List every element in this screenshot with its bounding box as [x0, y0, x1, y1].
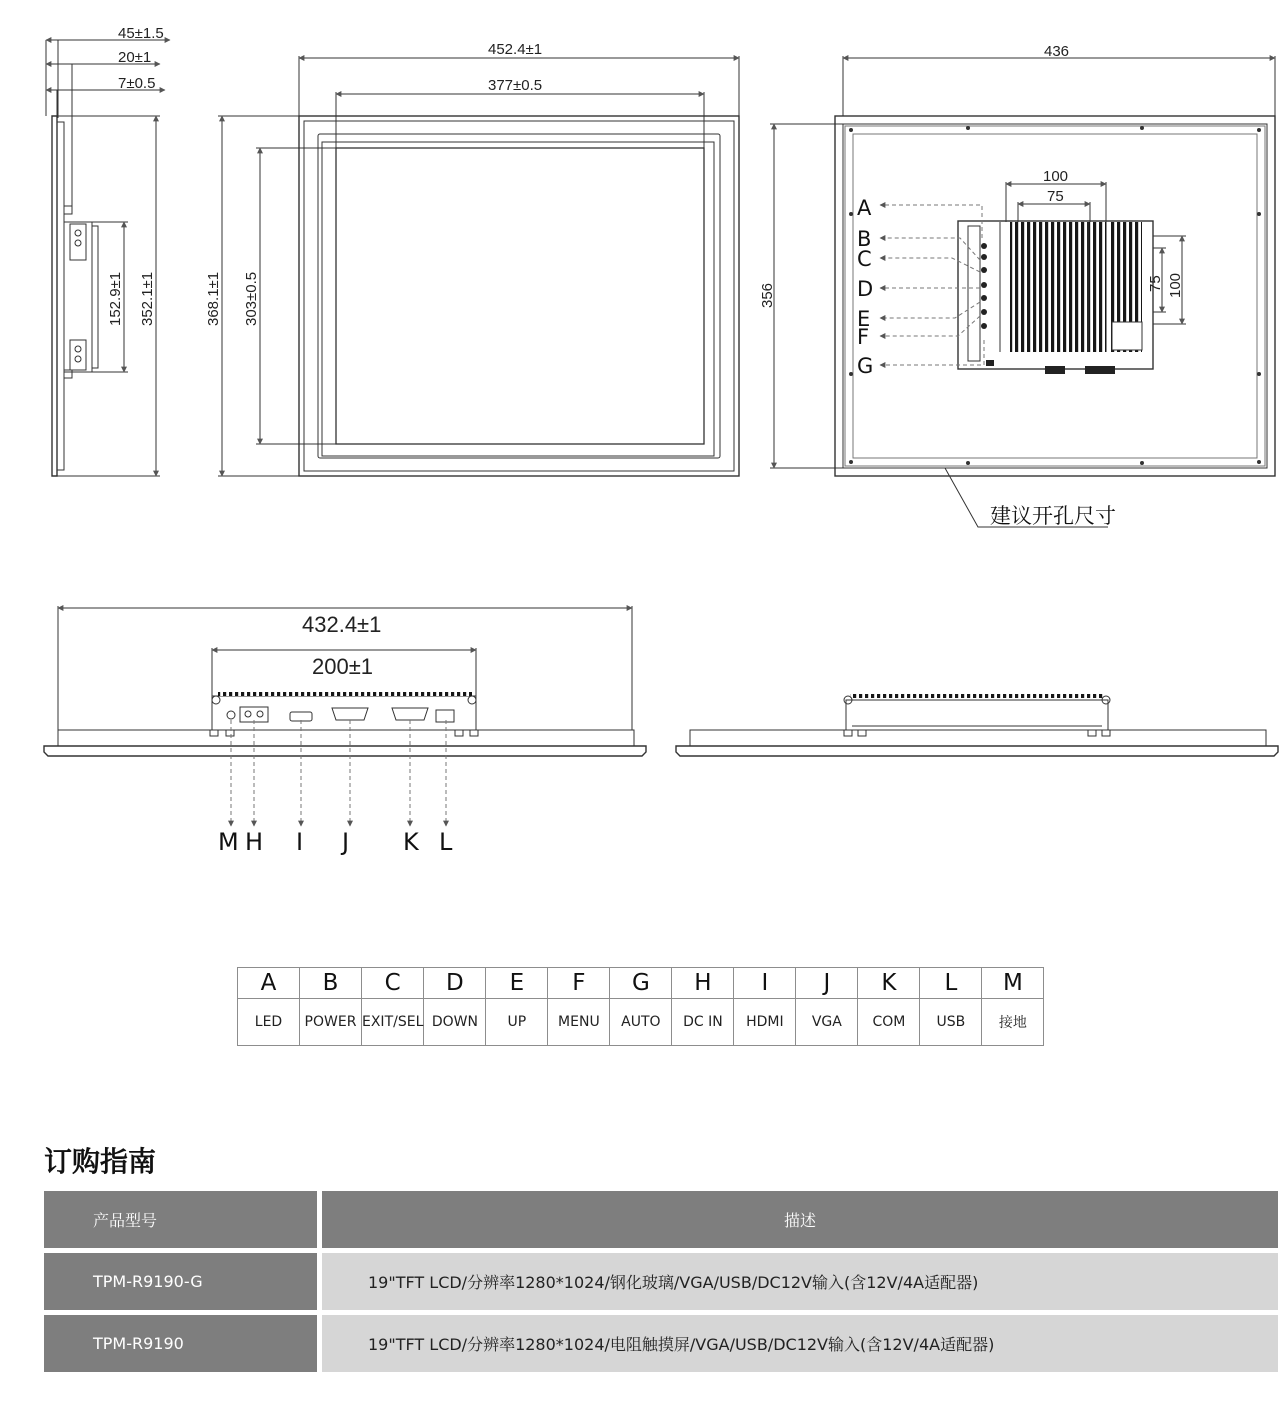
dim-bottom-width: 432.4±1	[302, 612, 382, 637]
legend-codes-row	[238, 968, 1044, 999]
legend-name: HDMI	[734, 999, 796, 1046]
legend-name: LED	[238, 999, 300, 1046]
dim-rear-height: 356	[759, 282, 776, 308]
dim-rear-box-h-inner: 75	[1147, 275, 1164, 292]
row-description: 19"TFT LCD/分辨率1280*1024/钢化玻璃/VGA/USB/DC12V输入(含12V/4A适配器)	[322, 1253, 1278, 1310]
legend-name: EXIT/SEL	[362, 999, 424, 1046]
legend-code: D	[424, 968, 486, 999]
bottom-marker-m: M	[218, 828, 239, 856]
legend-name: VGA	[796, 999, 858, 1046]
dim-rear-box-w-outer: 100	[1043, 168, 1069, 185]
legend-code: L	[920, 968, 982, 999]
bottom-marker-i: I	[296, 828, 304, 856]
legend-name: AUTO	[610, 999, 672, 1046]
legend-name: DOWN	[424, 999, 486, 1046]
dim-side-bracket-outer: 352.1±1	[139, 271, 156, 326]
dim-front-height-inner: 303±0.5	[243, 271, 260, 326]
dim-side-depth-small: 7±0.5	[118, 75, 156, 92]
order-header-row	[44, 1191, 1278, 1248]
rear-marker-f: F	[857, 325, 870, 349]
legend-name: MENU	[548, 999, 610, 1046]
side-view	[46, 40, 170, 476]
dim-rear-box-h-outer: 100	[1167, 272, 1184, 298]
dim-rear-width: 436	[1044, 43, 1070, 60]
rear-marker-g: G	[857, 354, 874, 378]
rear-marker-e: E	[857, 307, 871, 331]
bottom-marker-j: J	[342, 828, 350, 856]
row-model: TPM-R9190-G	[44, 1253, 317, 1310]
legend-names-row	[238, 999, 1044, 1046]
order-guide-title: 订购指南	[44, 1145, 157, 1178]
legend-code: H	[672, 968, 734, 999]
legend-code: E	[486, 968, 548, 999]
dim-rear-box-w-inner: 75	[1047, 188, 1064, 205]
legend-code: G	[610, 968, 672, 999]
front-view	[218, 56, 739, 476]
rear-marker-a: A	[857, 196, 872, 220]
interface-legend-table	[237, 967, 1044, 1046]
bottom-marker-h: H	[245, 828, 264, 856]
rear-marker-labels	[857, 196, 873, 378]
table-row	[44, 1315, 1278, 1372]
cutout-note: 建议开孔尺寸	[990, 504, 1116, 528]
legend-code: K	[858, 968, 920, 999]
legend-code: A	[238, 968, 300, 999]
dim-front-height-outer: 368.1±1	[205, 271, 222, 326]
legend-code: F	[548, 968, 610, 999]
bottom-view	[44, 606, 646, 826]
rear-view	[770, 56, 1275, 527]
header-model: 产品型号	[44, 1191, 317, 1248]
bottom-marker-k: K	[403, 828, 419, 856]
bottom-marker-labels	[218, 828, 453, 856]
dim-bottom-box-width: 200±1	[312, 654, 374, 679]
row-description: 19"TFT LCD/分辨率1280*1024/电阻触摸屏/VGA/USB/DC12V输入(含12V/4A适配器)	[322, 1315, 1278, 1372]
legend-name: USB	[920, 999, 982, 1046]
rear-marker-d: D	[857, 277, 874, 301]
rear-marker-c: C	[857, 247, 872, 271]
legend-code: J	[796, 968, 858, 999]
legend-code: I	[734, 968, 796, 999]
order-guide-table	[44, 1191, 1278, 1372]
dim-side-depth-total: 45±1.5	[118, 25, 164, 42]
dim-side-bracket-inner: 152.9±1	[107, 271, 124, 326]
legend-code: B	[300, 968, 362, 999]
header-description: 描述	[322, 1191, 1278, 1248]
legend-name: UP	[486, 999, 548, 1046]
legend-code: C	[362, 968, 424, 999]
row-model: TPM-R9190	[44, 1315, 317, 1372]
legend-name: DC IN	[672, 999, 734, 1046]
dim-front-width-inner: 377±0.5	[488, 77, 543, 94]
dim-front-width-outer: 452.4±1	[488, 41, 543, 58]
table-row	[44, 1253, 1278, 1310]
legend-code: M	[982, 968, 1044, 999]
legend-name: POWER	[300, 999, 362, 1046]
legend-name: COM	[858, 999, 920, 1046]
top-view	[676, 694, 1278, 756]
dim-side-depth-mid: 20±1	[118, 49, 152, 66]
legend-name: 接地	[982, 999, 1044, 1046]
rear-marker-b: B	[857, 227, 872, 251]
bottom-marker-l: L	[439, 828, 453, 856]
